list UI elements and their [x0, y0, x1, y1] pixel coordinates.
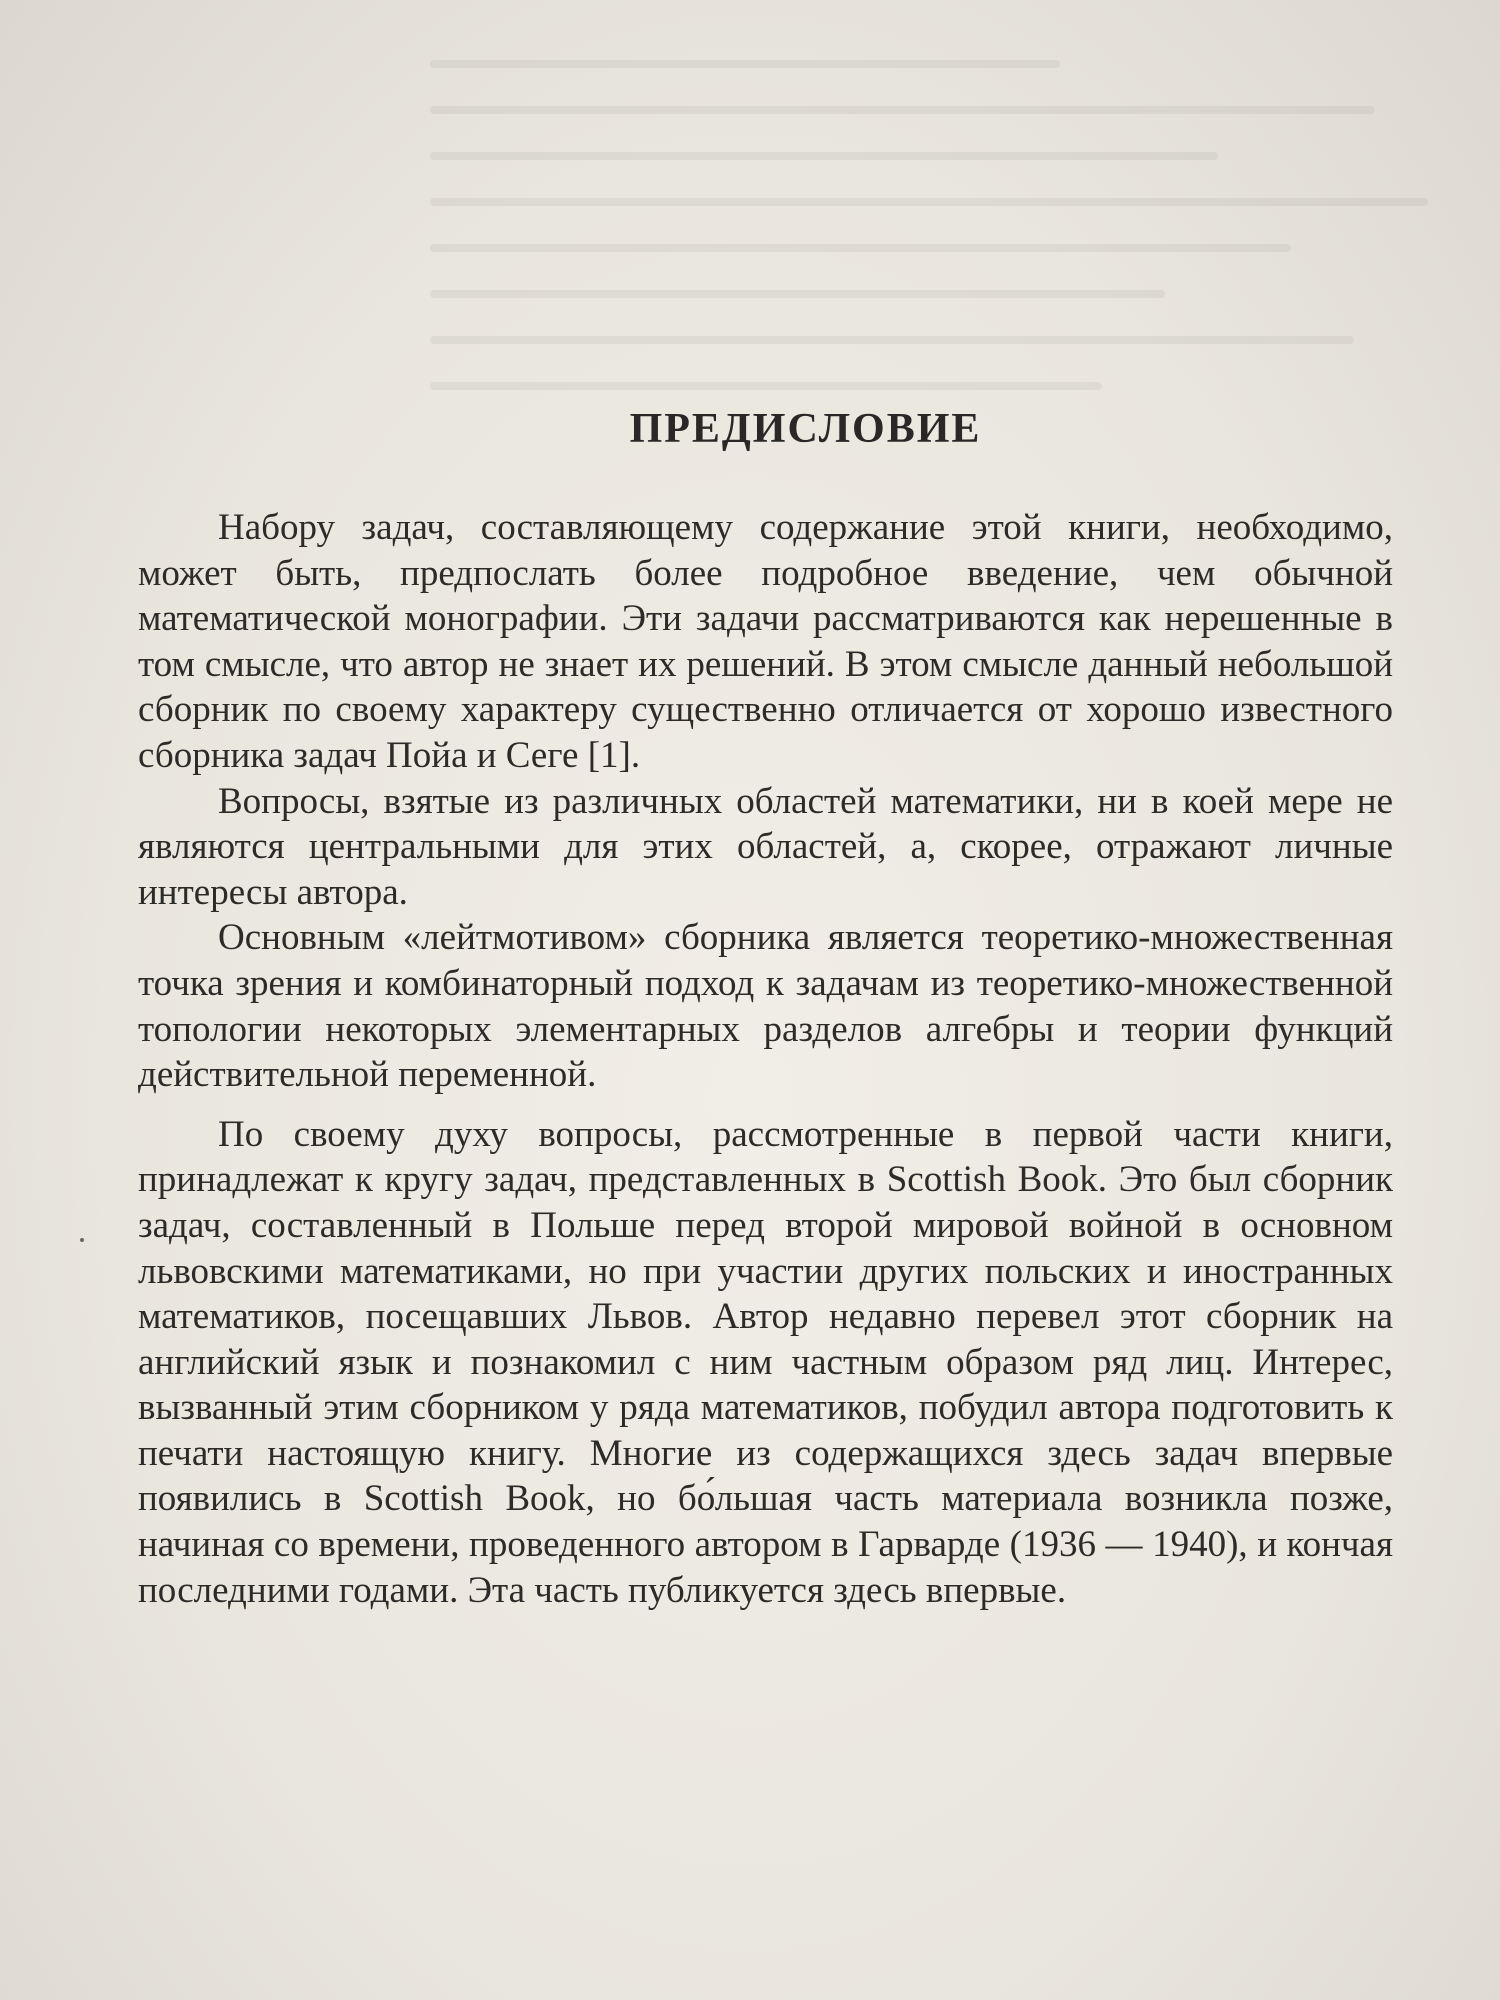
paragraph-1: Набору задач, составляющему содержание этой книги, необходимо, может быть, предпослать более подробное введение, чем обычной математической монографии. Эти задачи рассматриваются как нерешенные в том смысле, что автор не знает их решений. В этом смысле данный небольшой сборник по своему характеру существенно отличается от хорошо известного сборника задач Пойа и Сеге [1].	[138, 507, 1393, 776]
paragraph-3: Основным «лейтмотивом» сборника является теоретико-множественная точка зрения и комбинаторный подход к задачам из теоретико-множественной топологии некоторых элементарных разделов алгебры и теории функций действительной переменной.	[138, 917, 1393, 1096]
paragraph-2: Вопросы, взятые из различных областей математики, ни в коей мере не являются центральными для этих областей, а, скорее, отражают личные интересы автора.	[138, 780, 1393, 913]
ink-speck	[80, 1238, 84, 1242]
book-page	[138, 405, 1393, 1613]
paragraph-4: По своему духу вопросы, рассмотренные в первой части книги, принадлежат к кругу задач, представленных в Scottish Book. Это был сборник задач, составленный в Польше перед второй мировой войной в основном львовскими математиками, но при участии других польских и иностранных математиков, посещавших Львов. Автор недавно перевел этот сборник на английский язык и познакомил с ним частным образом ряд лиц. Интерес, вызванный этим сборником у ряда математиков, побудил автора подготовить к печати настоящую книгу. Многие из содержащихся здесь задач впервые появились в Scottish Book, но бо́льшая часть материала возникла позже, начиная со времени, проведенного автором в Гарварде (1936 — 1940), и кончая последними годами. Эта часть публикуется здесь впервые.	[138, 1113, 1393, 1611]
page-title: ПРЕДИСЛОВИЕ	[629, 406, 982, 452]
bleed-through-text	[430, 60, 1480, 420]
